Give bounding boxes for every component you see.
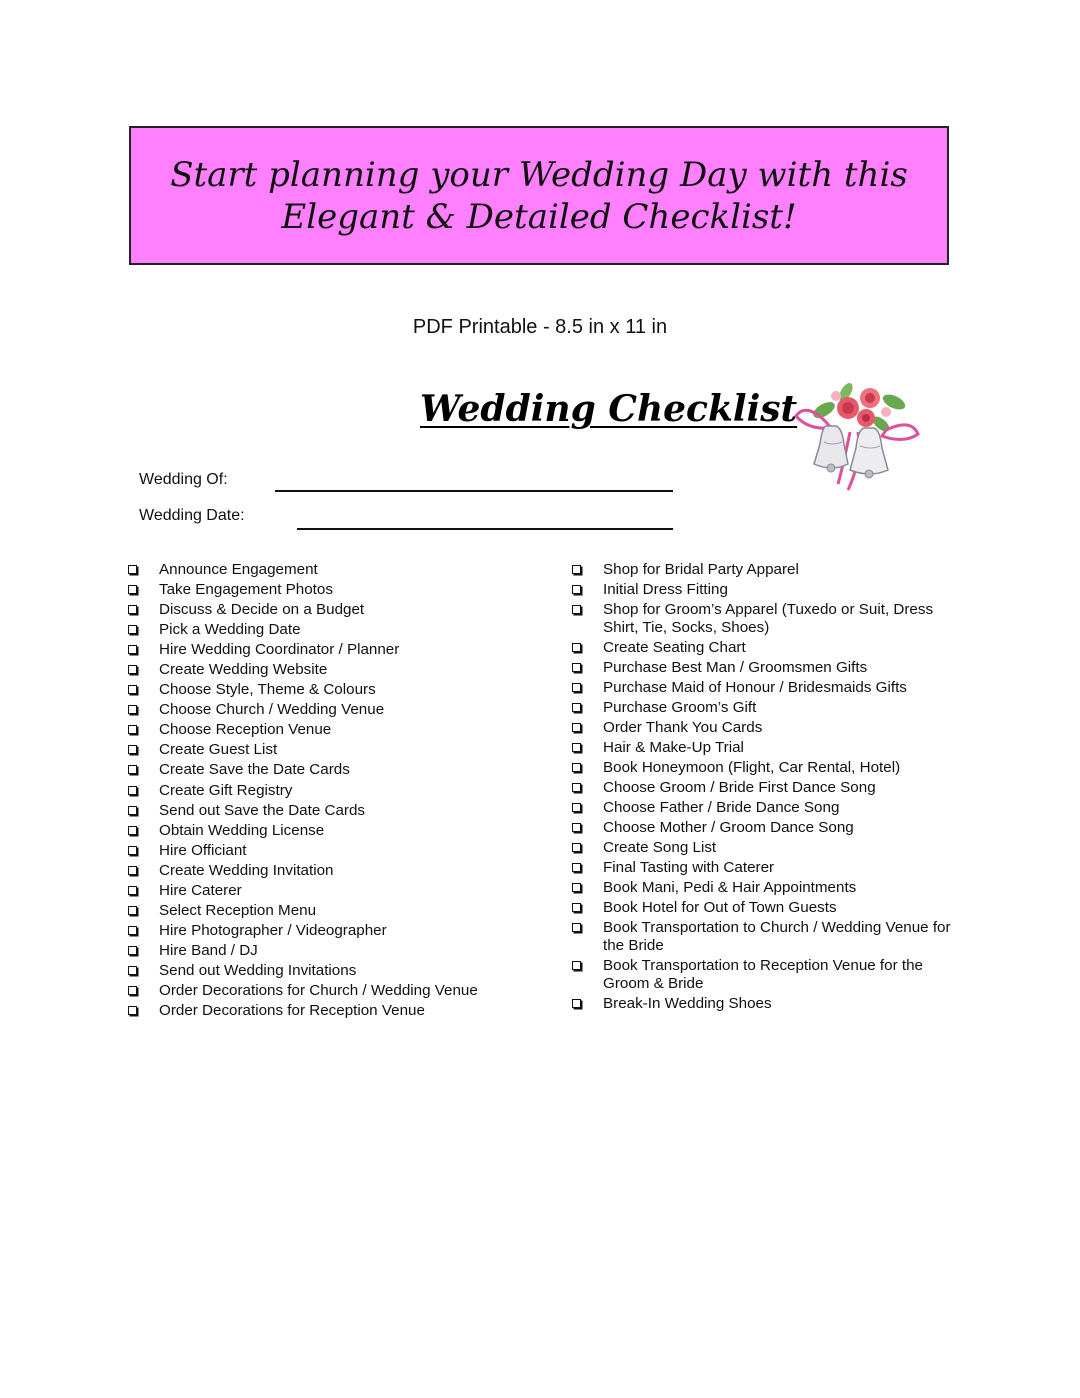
checkbox-icon[interactable] [128, 886, 137, 895]
checkbox-icon[interactable] [128, 585, 137, 594]
checkbox-icon[interactable] [572, 763, 581, 772]
checklist-item [571, 779, 961, 797]
checklist-item [127, 621, 547, 641]
checklist-item-label: Purchase Best Man / Groomsmen Gifts [603, 659, 868, 676]
checklist-item-label: Discuss & Decide on a Budget [159, 601, 365, 619]
wedding-date-label: Wedding Date: [139, 507, 245, 524]
checkbox-icon[interactable] [572, 783, 581, 792]
checklist-item [571, 859, 961, 877]
checklist-item-label: Choose Church / Wedding Venue [159, 701, 385, 719]
banner-line-1: Start planning your Wedding Day with this [170, 154, 908, 195]
checklist-item [127, 681, 547, 701]
checklist-item-label: Create Seating Chart [603, 639, 746, 656]
checklist-item [571, 919, 961, 955]
checklist-item [127, 822, 547, 842]
checklist-item-label: Take Engagement Photos [159, 581, 333, 599]
checklist-item-label: Choose Groom / Bride First Dance Song [603, 779, 876, 796]
checklist-item [571, 601, 961, 637]
checklist-item-label: Book Mani, Pedi & Hair Appointments [603, 879, 857, 896]
format-subtitle: PDF Printable - 8.5 in x 11 in [412, 316, 668, 338]
checklist-item [571, 879, 961, 897]
checklist-item [127, 721, 547, 741]
checklist-item [127, 862, 547, 882]
checkbox-icon[interactable] [572, 923, 581, 932]
checklist-item-label: Announce Engagement [159, 561, 318, 578]
checklist-item-label: Purchase Maid of Honour / Bridesmaids Gifts [603, 679, 907, 696]
checkbox-icon[interactable] [128, 565, 137, 574]
checkbox-icon[interactable] [572, 743, 581, 752]
checklist-item-label: Break-In Wedding Shoes [603, 995, 772, 1012]
checkbox-icon[interactable] [572, 605, 581, 614]
checkbox-icon[interactable] [128, 806, 137, 815]
checklist-item [127, 802, 547, 822]
checklist-item [571, 739, 961, 757]
checklist-right-column [571, 561, 961, 1015]
checklist-item [571, 581, 961, 599]
checklist-item-label: Choose Reception Venue [159, 721, 332, 739]
checklist-item [127, 782, 547, 802]
checklist-item-label: Shop for Groom’s Apparel (Tuxedo or Suit, Dress Shirt, Tie, Socks, Shoes) [603, 601, 934, 636]
wedding-of-line[interactable] [275, 490, 673, 492]
checklist-item [127, 741, 547, 761]
checklist-item-label: Hire Photographer / Videographer [159, 921, 387, 939]
checklist-item [127, 902, 547, 922]
checklist-item [127, 842, 547, 862]
wedding-bells-icon [786, 372, 931, 494]
checkbox-icon[interactable] [128, 665, 137, 674]
checkbox-icon[interactable] [128, 926, 137, 935]
checklist-item-label: Choose Mother / Groom Dance Song [603, 819, 854, 836]
checklist-item-label: Send out Save the Date Cards [159, 801, 366, 819]
checklist-item-label: Order Decorations for Church / Wedding Venue [159, 981, 478, 999]
checklist-item [127, 1002, 547, 1022]
checkbox-icon[interactable] [128, 866, 137, 875]
checklist-item-label: Obtain Wedding License [159, 821, 325, 839]
checklist-item [127, 581, 547, 601]
checklist-item [571, 659, 961, 677]
checklist-item-label: Create Wedding Website [159, 661, 328, 679]
checklist-title: Wedding Checklist [420, 388, 798, 430]
checkbox-icon[interactable] [572, 703, 581, 712]
banner-line-2: Elegant & Detailed Checklist! [281, 196, 797, 237]
checklist-item-label: Order Thank You Cards [603, 719, 763, 736]
checkbox-icon[interactable] [572, 999, 581, 1008]
checkbox-icon[interactable] [572, 643, 581, 652]
checkbox-icon[interactable] [128, 625, 137, 634]
checklist-item-label: Create Wedding Invitation [159, 861, 334, 879]
checklist-item-label: Book Hotel for Out of Town Guests [603, 899, 837, 916]
checkbox-icon[interactable] [128, 705, 137, 714]
checklist-item-label: Select Reception Menu [159, 901, 317, 919]
checkbox-icon[interactable] [572, 803, 581, 812]
checklist-item-label: Hire Wedding Coordinator / Planner [159, 641, 400, 659]
checklist-item-label: Book Transportation to Church / Wedding Venue for the Bride [603, 919, 951, 954]
checklist-item [127, 942, 547, 962]
checklist-item-label: Pick a Wedding Date [159, 621, 301, 639]
checklist-item-label: Initial Dress Fitting [603, 581, 728, 598]
wedding-date-line[interactable] [297, 528, 673, 530]
checklist-item [571, 819, 961, 837]
checkbox-icon[interactable] [128, 725, 137, 734]
checklist-item-label: Order Decorations for Reception Venue [159, 1002, 425, 1020]
checklist-item-label: Book Transportation to Reception Venue for the Groom & Bride [603, 957, 923, 992]
checkbox-icon[interactable] [572, 823, 581, 832]
checkbox-icon[interactable] [128, 745, 137, 754]
checklist-item-label: Create Guest List [159, 741, 278, 759]
checklist-item [127, 761, 547, 781]
wedding-of-label: Wedding Of: [139, 471, 228, 488]
checklist-item [127, 641, 547, 661]
checkbox-icon[interactable] [128, 846, 137, 855]
checklist-item-label: Choose Father / Bride Dance Song [603, 799, 840, 816]
checklist-item [571, 839, 961, 857]
checkbox-icon[interactable] [128, 685, 137, 694]
checklist-item-label: Hair & Make-Up Trial [603, 739, 744, 756]
checklist-item [127, 962, 547, 982]
checklist-item-label: Hire Officiant [159, 841, 247, 859]
checklist-item-label: Hire Caterer [159, 881, 242, 899]
checklist-item [571, 699, 961, 717]
checklist-item [127, 922, 547, 942]
checkbox-icon[interactable] [128, 605, 137, 614]
checklist-item [127, 982, 547, 1002]
checkbox-icon[interactable] [572, 565, 581, 574]
checklist-item-label: Shop for Bridal Party Apparel [603, 561, 799, 578]
checkbox-icon[interactable] [572, 961, 581, 970]
checklist-item-label: Send out Wedding Invitations [159, 961, 357, 979]
checklist-item-label: Create Song List [603, 839, 717, 856]
checkbox-icon[interactable] [572, 863, 581, 872]
checkbox-icon[interactable] [572, 723, 581, 732]
checklist-item [571, 679, 961, 697]
checklist-item [127, 561, 547, 581]
checklist-item [571, 799, 961, 817]
checkbox-icon[interactable] [572, 585, 581, 594]
checkbox-icon[interactable] [572, 903, 581, 912]
checklist-item-label: Create Save the Date Cards [159, 761, 350, 779]
checklist-item [571, 759, 961, 777]
checklist-item [571, 719, 961, 737]
checkbox-icon[interactable] [572, 883, 581, 892]
checkbox-icon[interactable] [128, 966, 137, 975]
promo-banner [129, 126, 949, 265]
checklist-item [571, 561, 961, 579]
checkbox-icon[interactable] [128, 826, 137, 835]
checkbox-icon[interactable] [128, 986, 137, 995]
checkbox-icon[interactable] [128, 946, 137, 955]
checklist-item-label: Book Honeymoon (Flight, Car Rental, Hotel) [603, 759, 901, 776]
checklist-item [127, 661, 547, 681]
checklist-item-label: Hire Band / DJ [159, 941, 258, 959]
checkbox-icon[interactable] [128, 1006, 137, 1015]
checkbox-icon[interactable] [128, 765, 137, 774]
checklist-item [127, 601, 547, 621]
checkbox-icon[interactable] [128, 645, 137, 654]
checklist-item-label: Final Tasting with Caterer [603, 859, 775, 876]
checklist-item [571, 639, 961, 657]
checklist-item [127, 701, 547, 721]
checklist-item [571, 995, 961, 1013]
checkbox-icon[interactable] [572, 663, 581, 672]
checklist-left-column [127, 561, 547, 1022]
checkbox-icon[interactable] [128, 906, 137, 915]
checklist-item-label: Choose Style, Theme & Colours [159, 681, 376, 699]
checklist-item [127, 882, 547, 902]
checklist-item [571, 899, 961, 917]
checklist-item [571, 957, 961, 993]
checkbox-icon[interactable] [572, 843, 581, 852]
checklist-item-label: Create Gift Registry [159, 781, 293, 799]
checkbox-icon[interactable] [572, 683, 581, 692]
checklist-item-label: Purchase Groom’s Gift [603, 699, 757, 716]
checkbox-icon[interactable] [128, 786, 137, 795]
